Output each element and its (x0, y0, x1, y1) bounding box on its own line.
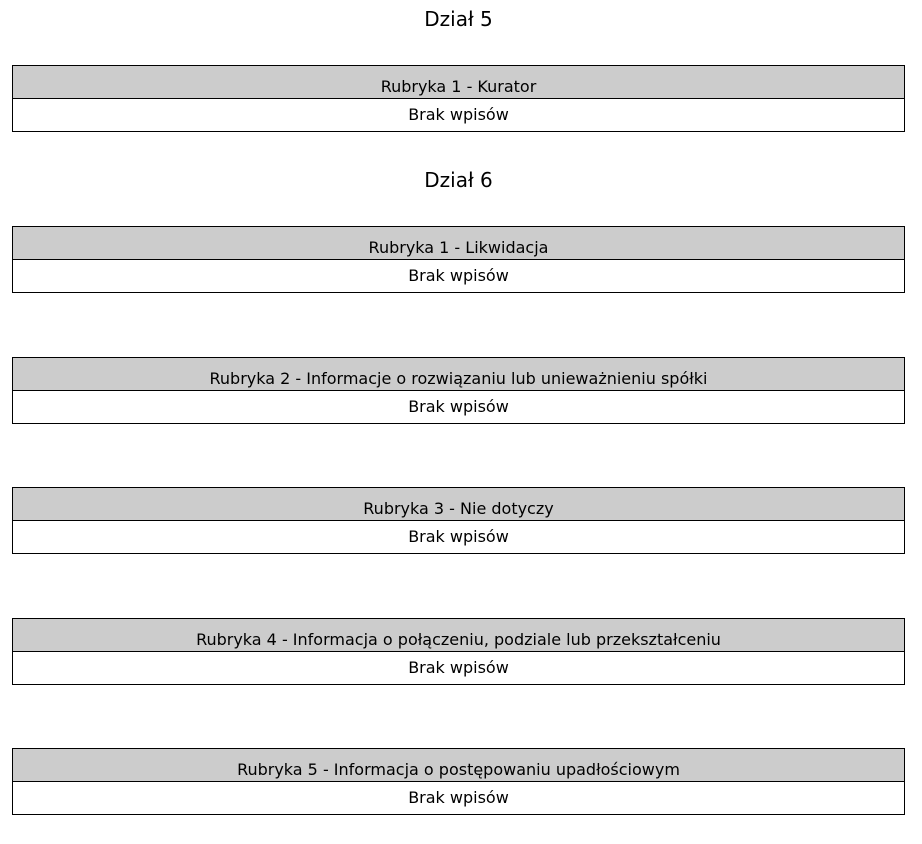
rubric-header: Rubryka 1 - Likwidacja (13, 227, 904, 260)
rubric-value: Brak wpisów (13, 99, 904, 131)
rubric-table (12, 748, 905, 815)
rubric-header: Rubryka 1 - Kurator (13, 66, 904, 99)
rubric-table (12, 357, 905, 424)
rubric-header: Rubryka 3 - Nie dotyczy (13, 488, 904, 521)
rubric-value: Brak wpisów (13, 782, 904, 814)
rubric-header: Rubryka 2 - Informacje o rozwiązaniu lub unieważnieniu spółki (13, 358, 904, 391)
rubric-table (12, 65, 905, 132)
rubric-table (12, 618, 905, 685)
rubric-value: Brak wpisów (13, 652, 904, 684)
rubric-table (12, 487, 905, 554)
section-title: Dział 6 (424, 168, 493, 192)
rubric-table (12, 226, 905, 293)
rubric-value: Brak wpisów (13, 391, 904, 423)
rubric-header: Rubryka 5 - Informacja o postępowaniu upadłościowym (13, 749, 904, 782)
rubric-header: Rubryka 4 - Informacja o połączeniu, podziale lub przekształceniu (13, 619, 904, 652)
section-title: Dział 5 (424, 7, 493, 31)
rubric-value: Brak wpisów (13, 260, 904, 292)
rubric-value: Brak wpisów (13, 521, 904, 553)
